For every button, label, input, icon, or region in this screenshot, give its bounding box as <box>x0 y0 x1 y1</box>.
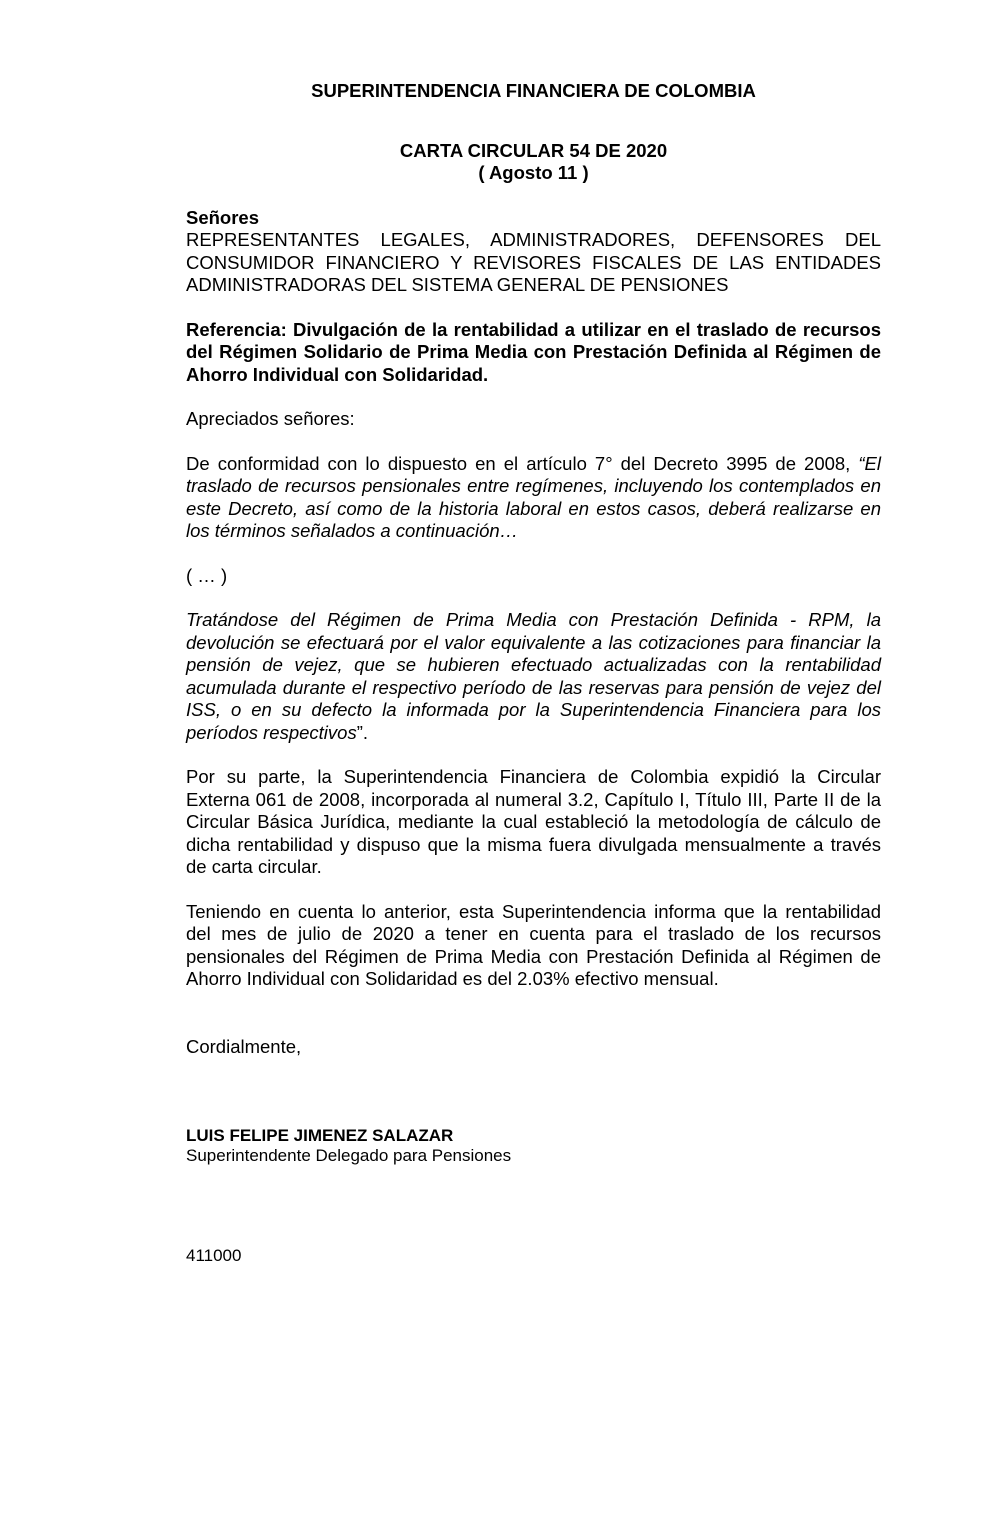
reference-code: 411000 <box>186 1246 242 1265</box>
paragraph-rpm-quote-text: Tratándose del Régimen de Prima Media con Prestación Definida - RPM, la devolución se efectuará por el valor equivalente a las cotizaciones para financiar la pensión de vejez, que se hubieren efectuado actualizadas con la rentabilidad acumulada durante el respectivo período de las reservas para pensión de vejez del ISS, o en su defecto la informada por la Superintendencia Financiera para los períodos respectivos <box>186 609 881 743</box>
paragraph-rentabilidad: Teniendo en cuenta lo anterior, esta Superintendencia informa que la rentabilidad del mes de julio de 2020 a tener en cuenta para el traslado de los recursos pensionales del Régimen de Prima Media con Prestación Definida al Régimen de Ahorro Individual con Solidaridad es del 2.03% efectivo mensual. <box>186 900 881 989</box>
omission-ellipsis: ( … ) <box>186 564 228 586</box>
reference-paragraph: Referencia: Divulgación de la rentabilidad a utilizar en el traslado de recursos del Régimen Solidario de Prima Media con Prestación Definida al Régimen de Ahorro Individual con Solidaridad. <box>186 318 881 385</box>
signatory-name: LUIS FELIPE JIMENEZ SALAZAR <box>186 1126 454 1145</box>
salutation-title: Señores <box>186 206 260 228</box>
recipients: REPRESENTANTES LEGALES, ADMINISTRADORES, DEFENSORES DEL CONSUMIDOR FINANCIERO Y REVISORES FISCALES DE LAS ENTIDADES ADMINISTRADORAS DEL SISTEMA GENERAL DE PENSIONES <box>186 229 881 295</box>
circular-title: CARTA CIRCULAR 54 DE 2020 <box>399 139 668 161</box>
paragraph-decree-quote: “El traslado de recursos pensionales entre regímenes, incluyendo los contemplados en este Decreto, así como de la historia laboral en estos casos, deberá realizarse en los términos señalados a continuación… <box>186 452 881 541</box>
letter-page <box>186 80 881 1266</box>
circular-date: ( Agosto 11 ) <box>478 162 589 183</box>
paragraph-decree-intro: De conformidad con lo dispuesto en el artículo 7° del Decreto 3995 de 2008, <box>186 452 859 474</box>
closing: Cordialmente, <box>186 1035 302 1057</box>
paragraph-rpm-quote <box>186 609 881 744</box>
paragraph-rpm-quote-end: ”. <box>356 721 369 743</box>
institution-heading: SUPERINTENDENCIA FINANCIERA DE COLOMBIA <box>311 80 756 101</box>
greeting: Apreciados señores: <box>186 408 355 429</box>
paragraph-decree <box>186 453 881 543</box>
signatory-role: Superintendente Delegado para Pensiones <box>186 1146 512 1165</box>
paragraph-circular-externa: Por su parte, la Superintendencia Financiera de Colombia expidió la Circular Externa 061 de 2008, incorporada al numeral 3.2, Capítulo I, Título III, Parte II de la Circular Básica Jurídica, mediante la cual estableció la metodología de cálculo de dicha rentabilidad y dispuso que la misma fuera divulgada mensualmente a través de carta circular. <box>186 766 881 877</box>
